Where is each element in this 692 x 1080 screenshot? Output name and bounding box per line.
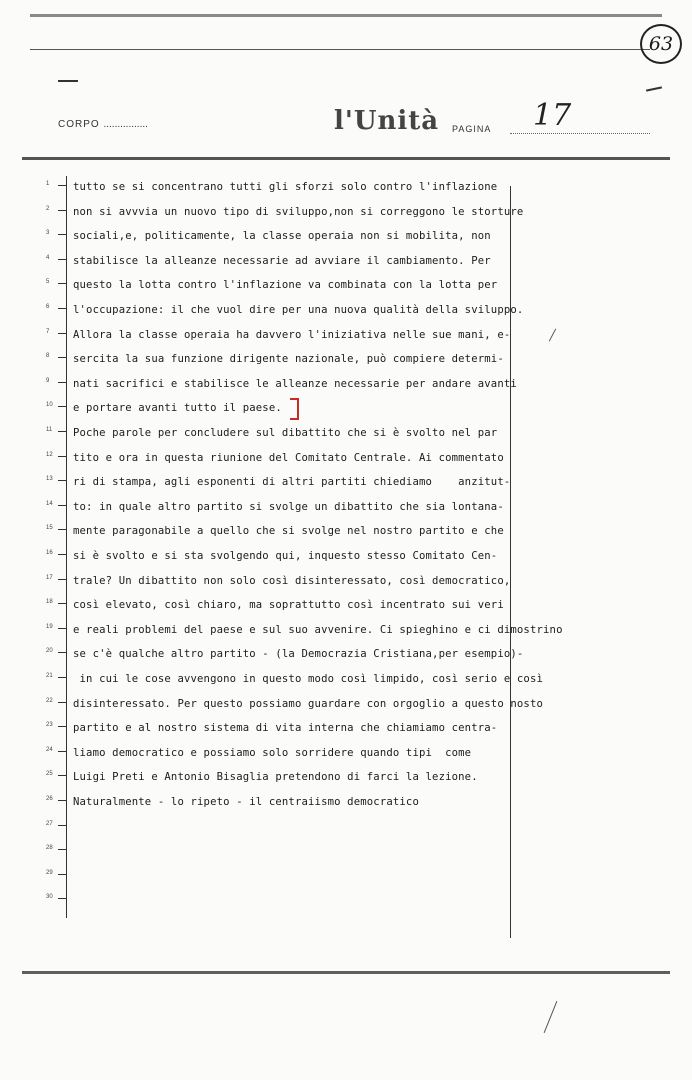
text-line: Poche parole per concludere sul dibattito che si è svolto nel par [73, 427, 498, 439]
line-tick [58, 185, 66, 186]
line-tick [58, 702, 66, 703]
line-number [30, 253, 64, 265]
masthead-logo: l'Unità [334, 106, 440, 136]
text-line: stabilisce la alleanze necessarie ad avviare il cambiamento. Per [73, 254, 491, 267]
line-number-label: 16 [46, 550, 53, 556]
line-number-label: 13 [46, 476, 53, 483]
line-number [30, 671, 64, 683]
text-line: tito e ora in questa riunione del Comitato Centrale. Ai commentato [73, 451, 504, 464]
line-number [30, 745, 64, 757]
right-margin-line [510, 186, 511, 938]
text-line: questo la lotta contro l'inflazione va combinata con la lotta per [73, 279, 498, 292]
line-number [30, 450, 64, 462]
sheet-number-circled [640, 24, 682, 64]
text-line: così elevato, così chiaro, ma soprattutto così incentrato sui veri [73, 599, 504, 612]
line-number-label: 19 [46, 623, 53, 630]
line-number [30, 843, 64, 855]
line-number [30, 474, 64, 486]
line-number-label: 28 [46, 845, 53, 852]
line-number-label: 10 [46, 402, 53, 409]
line-tick [58, 333, 66, 334]
text-line: Luigi Preti e Antonio Bisaglia pretendono di farci la lezione. [73, 771, 478, 784]
line-number-label: 30 [46, 894, 53, 901]
line-tick [58, 505, 66, 506]
line-number [30, 892, 64, 904]
line-number [30, 400, 64, 412]
line-number [30, 179, 64, 191]
line-number [30, 548, 64, 560]
left-margin-line [66, 176, 67, 918]
text-line: se c'è qualche altro partito - (la Democrazia Cristiana,per esempio)- [73, 648, 524, 661]
line-tick [58, 677, 66, 678]
pagina-label: PAGINA [452, 124, 492, 134]
pencil-mark [544, 1001, 558, 1033]
line-number [30, 425, 64, 437]
handwritten-page-number: 17 [533, 98, 572, 133]
text-line: to: in quale altro partito si svolge un dibattito che sia lontana- [73, 500, 504, 513]
line-tick [58, 800, 66, 801]
line-number [30, 696, 64, 708]
text-line: si è svolto e si sta svolgendo qui, inquesto stesso Comitato Cen- [73, 550, 498, 562]
line-number-label: 26 [46, 796, 53, 802]
line-number-label: 9 [46, 377, 50, 384]
line-number-label: 2 [46, 205, 50, 212]
line-number [30, 523, 64, 535]
line-number-label: 3 [46, 230, 50, 237]
corpo-label: CORPO [58, 119, 100, 130]
line-number [30, 228, 64, 240]
line-number [30, 277, 64, 289]
line-tick [58, 849, 66, 850]
text-line: tutto se si concentrano tutti gli sforzi solo contro l'inflazione [73, 181, 498, 193]
line-tick [58, 529, 66, 530]
header-separator [22, 157, 670, 160]
line-tick [58, 554, 66, 555]
line-tick [58, 283, 66, 284]
line-number [30, 646, 64, 658]
line-tick [58, 308, 66, 309]
line-number-label: 6 [46, 304, 50, 310]
line-number-label: 25 [46, 771, 53, 778]
pagina-dots [510, 133, 650, 134]
line-tick [58, 825, 66, 826]
text-line: e portare avanti tutto il paese. [73, 402, 282, 415]
line-tick [58, 652, 66, 653]
corpo-dots: ................ [103, 119, 148, 130]
line-number [30, 376, 64, 388]
line-tick [58, 259, 66, 260]
line-number-label: 1 [46, 181, 50, 187]
line-number-label: 22 [46, 697, 53, 704]
line-number [30, 868, 64, 880]
text-line: non si avvvia un nuovo tipo di sviluppo,non si correggono le storture [73, 205, 524, 218]
line-number [30, 302, 64, 314]
line-tick [58, 210, 66, 211]
text-line: Allora la classe operaia ha davvero l'iniziativa nelle sue mani, e- [73, 328, 511, 341]
line-number-label: 12 [46, 451, 53, 458]
pencil-mark [549, 329, 556, 342]
line-tick [58, 480, 66, 481]
text-line: partito e al nostro sistema di vita interna che chiamiamo centra- [73, 722, 498, 735]
sheet-number: 63 [648, 33, 674, 55]
line-number-label: 27 [46, 820, 53, 827]
text-line: l'occupazione: il che vuol dire per una nuova qualità della sviluppo. [73, 304, 524, 316]
line-tick [58, 628, 66, 629]
header-rule [30, 49, 650, 50]
line-number-label: 7 [46, 328, 50, 335]
text-line: ri di stampa, agli esponenti di altri partiti chiediamo anzitut- [73, 476, 511, 489]
text-line: liamo democratico e possiamo solo sorridere quando tipi come [73, 746, 472, 759]
line-tick [58, 431, 66, 432]
margin-dash [58, 80, 78, 82]
margin-tick [646, 86, 662, 91]
line-number [30, 769, 64, 781]
line-number-label: 18 [46, 599, 53, 606]
top-rule [30, 14, 662, 17]
bottom-rule [22, 971, 670, 974]
line-tick [58, 874, 66, 875]
line-number-label: 29 [46, 869, 53, 876]
text-line: sercita la sua funzione dirigente nazionale, può compiere determi- [73, 353, 504, 366]
line-tick [58, 382, 66, 383]
line-tick [58, 775, 66, 776]
line-number [30, 819, 64, 831]
line-number-label: 4 [46, 254, 50, 261]
line-number [30, 499, 64, 511]
line-number-label: 15 [46, 525, 53, 532]
line-number [30, 597, 64, 609]
line-number-label: 11 [46, 427, 53, 433]
line-number-label: 8 [46, 353, 50, 360]
line-number-label: 21 [46, 673, 53, 679]
line-tick [58, 406, 66, 407]
text-line: sociali,e, politicamente, la classe operaia non si mobilita, non [73, 230, 491, 243]
line-number [30, 351, 64, 363]
line-tick [58, 456, 66, 457]
text-line: trale? Un dibattito non solo così disinteressato, così democratico, [73, 574, 511, 587]
text-line: mente paragonabile a quello che si svolge nel nostro partito e che [73, 525, 504, 538]
line-number-label: 24 [46, 746, 53, 753]
text-line: Naturalmente - lo ripeto - il centraiismo democratico [73, 796, 419, 808]
line-number [30, 327, 64, 339]
line-number [30, 204, 64, 216]
corpo-field [58, 119, 148, 130]
line-number [30, 573, 64, 585]
text-line: disinteressato. Per questo possiamo guardare con orgoglio a questo nosto [73, 697, 544, 710]
line-tick [58, 898, 66, 899]
line-tick [58, 603, 66, 604]
line-number-label: 17 [46, 574, 53, 581]
line-number [30, 794, 64, 806]
line-tick [58, 751, 66, 752]
line-tick [58, 357, 66, 358]
line-tick [58, 234, 66, 235]
text-line: nati sacrifici e stabilisce le alleanze necessarie per andare avanti [73, 377, 517, 390]
text-line: in cui le cose avvengono in questo modo così limpido, così serio e così [73, 673, 544, 685]
line-number-label: 14 [46, 500, 53, 507]
line-number-label: 20 [46, 648, 53, 655]
line-number [30, 622, 64, 634]
line-number-label: 5 [46, 279, 50, 286]
line-tick [58, 726, 66, 727]
red-correction-bracket [290, 398, 299, 420]
line-tick [58, 579, 66, 580]
text-line: e reali problemi del paese e sul suo avvenire. Ci spieghino e ci dimostrino [73, 623, 563, 636]
line-number-label: 23 [46, 722, 53, 729]
line-number [30, 720, 64, 732]
